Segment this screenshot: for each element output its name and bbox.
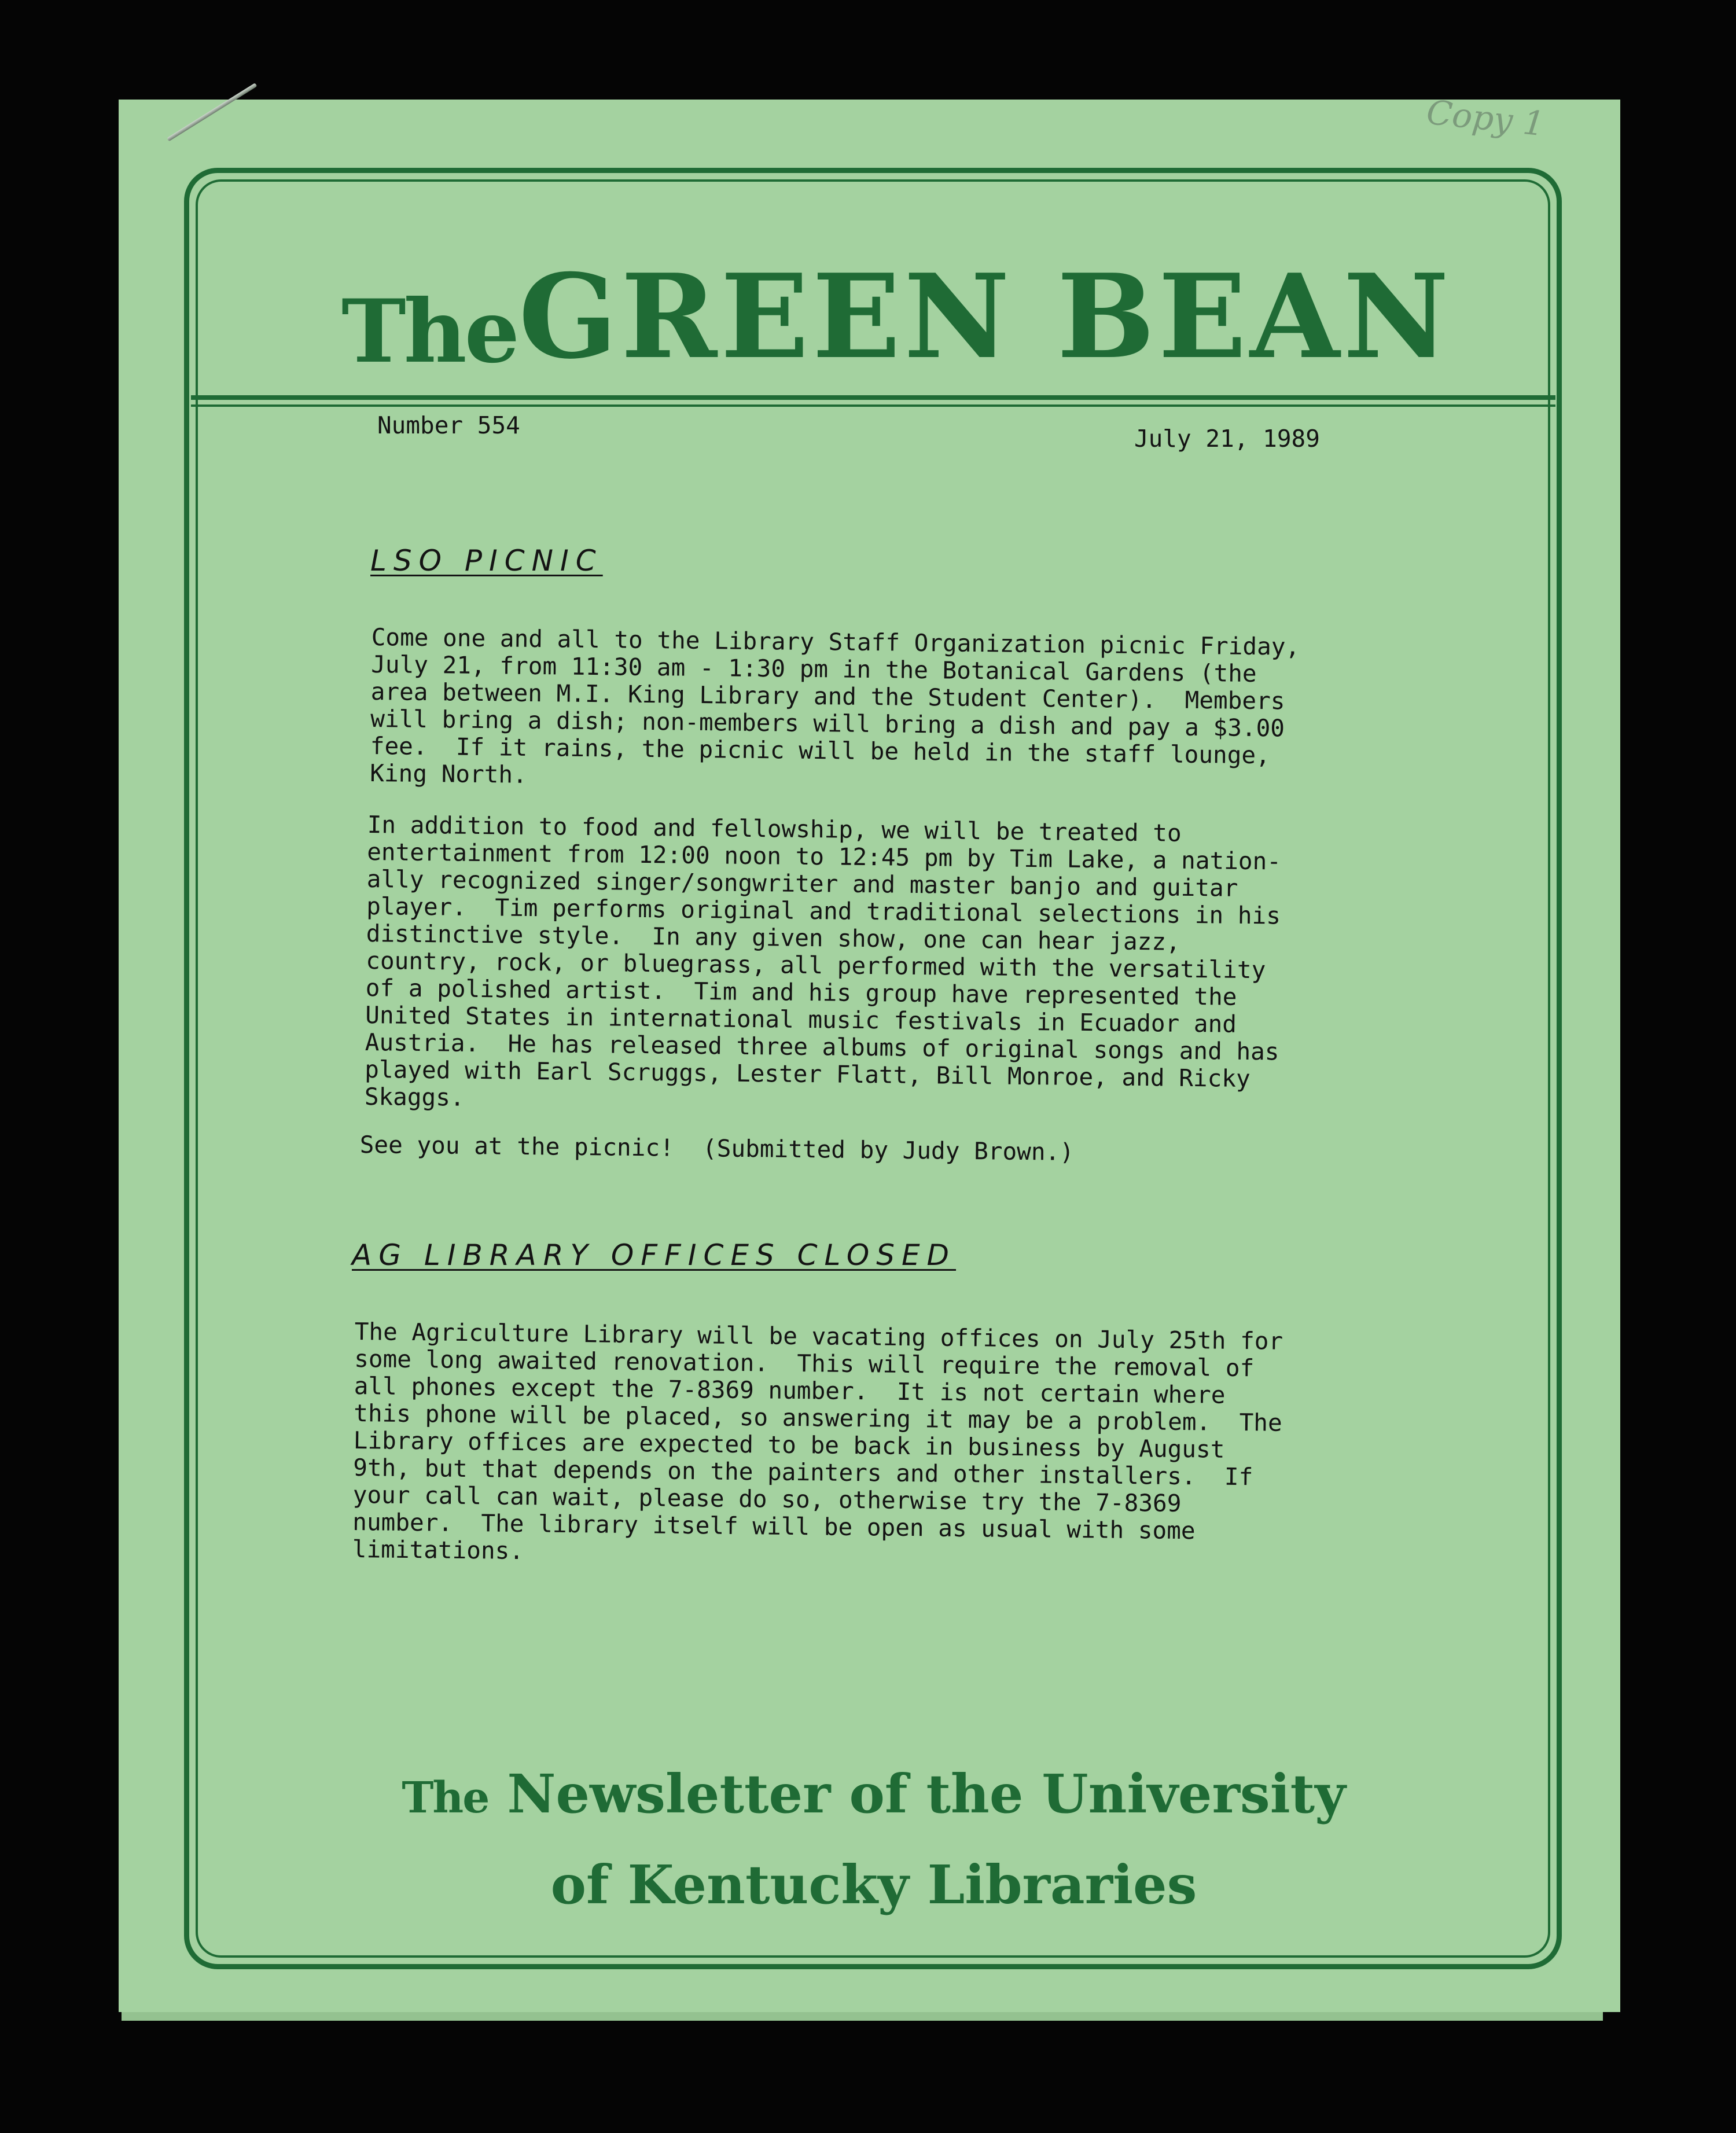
article-paragraph: Come one and all to the Library Staff Organization picnic Friday, July 21, from 11:30 am - 1:30 pm in the Botanical Gardens (the area between M.I. King Library and the Student Center). Members will bring a dish; non-members will bring a dish and pay a $3.00 fee. If it rains, the picnic will be held in the staff lounge, King North. [370, 623, 1300, 789]
article-paragraph: The Agriculture Library will be vacating offices on July 25th for some long awaited renovation. This will require the removal of all phones except the 7-8369 number. It is not certain where this phone will be placed, so answering it may be a problem. The Library offices are expected to be back in business by August 9th, but that depends on the painters and other installers. If your call can wait, please do so, otherwise try the 7-8369 number. The library itself will be open as usual with some limitations. [352, 1318, 1283, 1565]
article-paragraph: In addition to food and fellowship, we will be treated to entertainment from 12:00 noon to 12:45 pm by Tim Lake, a nation- ally recognized singer/songwriter and master banjo and guitar player. Tim performs original and traditional selections in his distinctive style. In any given show, one can hear jazz, country, rock, or bluegrass, all performed with the versatility of a polished artist. Tim and his group have represented the United States in international music festivals in Ecuador and Austria. He has released three albums of original songs and has played with Earl Scruggs, Lester Flatt, Bill Monroe, and Ricky Skaggs. [364, 811, 1282, 1112]
handwritten-note: Copy 1 [1425, 92, 1547, 144]
footer-line-2: of Kentucky Libraries [550, 1853, 1197, 1916]
masthead-title: GREEN BEAN [518, 249, 1452, 385]
issue-date: July 21, 1989 [1134, 425, 1320, 453]
footer-tagline [243, 1750, 1505, 1928]
article-heading-lso-picnic: LSO PICNIC [370, 544, 603, 578]
masthead-rule-thin [191, 404, 1555, 407]
masthead [341, 242, 1452, 385]
article-paragraph: See you at the picnic! (Submitted by Judy Brown.) [359, 1131, 1075, 1166]
issue-number: Number 554 [377, 411, 520, 439]
article-heading-ag-library: AG LIBRARY OFFICES CLOSED [352, 1238, 957, 1272]
footer-line-1 [243, 1750, 1505, 1841]
footer-the: The [402, 1773, 489, 1823]
masthead-rule [191, 395, 1555, 400]
masthead-the: The [341, 281, 518, 383]
footer-line-1-text: Newsletter of the University [507, 1763, 1346, 1825]
